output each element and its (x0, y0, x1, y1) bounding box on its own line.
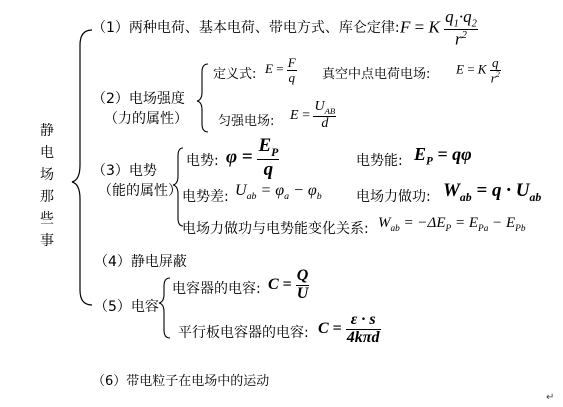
plate-formula: C = $\frac{\varepsilon \cdot s}{\text{4kπd}}$ (318, 311, 380, 346)
plate-fraction: $\frac{\varepsilon \cdot s}{\text{4kπd}}$ (346, 311, 380, 346)
work-formula: $W_{ab} = q \cdot U_{ab}$ (443, 180, 542, 204)
vertical-title (40, 120, 54, 252)
section-3-label: （3）电势 (92, 163, 157, 179)
section-6-label: （6）带电粒子在电场中的运动 (92, 374, 270, 389)
coulomb-lhs: F = K (400, 17, 440, 37)
def-fraction: $\frac{F}{q}$ (287, 55, 296, 85)
work-label: 电场力做功: (356, 189, 431, 205)
plate-label: 平行板电容器的电容: (178, 325, 309, 341)
point-fraction: $\frac{q}{r^2}$ (490, 55, 500, 85)
def-formula: E = $\frac{F}{q}$ (265, 55, 296, 85)
uniform-fraction: $\frac{U_{AB}}{d}$ (314, 99, 336, 131)
main-brace (72, 30, 92, 305)
section-3-sub: （能的属性） (98, 183, 182, 199)
brace-s5 (159, 278, 170, 338)
energy-formula: $E_P = q\varphi$ (414, 144, 472, 168)
title-char: 事 (40, 233, 54, 249)
brace-s2 (197, 64, 208, 132)
section-4-label: （4）静电屏蔽 (94, 254, 187, 270)
coulomb-num: $q_1\cdot q_2$ (445, 7, 477, 30)
section-5-label: （5）电容 (94, 299, 159, 315)
uniform-formula: E = $\frac{U_{AB}}{d}$ (290, 99, 336, 131)
cap-label: 电容器的电容: (172, 281, 261, 297)
title-char: 场 (40, 167, 54, 183)
section-2-label: （2）电场强度 (92, 91, 185, 107)
title-char: 静 (40, 123, 54, 139)
cap-fraction: $\frac{Q}{U}$ (296, 267, 309, 302)
coulomb-den: $r^2$ (455, 30, 467, 50)
diff-label: 电势差: (182, 189, 229, 205)
point-label: 真空中点电荷电场: (322, 67, 431, 82)
point-formula: E = K $\frac{q}{r^2}$ (456, 55, 500, 85)
uniform-label: 匀强电场: (218, 114, 275, 129)
section-1-label: （1）两种电荷、基本电荷、带电方式、库仑定律: (92, 20, 400, 36)
title-char: 些 (40, 211, 54, 227)
relation-label: 电场力做功与电势能变化关系: (182, 221, 369, 237)
def-label: 定义式: (213, 67, 257, 82)
title-char: 那 (40, 189, 54, 205)
coulomb-fraction (444, 8, 478, 49)
section-2-sub: （力的属性） (104, 111, 188, 127)
potential-formula: φ = $\frac{E_P}{q}$ (226, 135, 279, 181)
potential-fraction: $\frac{E_P}{q}$ (258, 135, 279, 181)
relation-formula: $W_{ab} = -\Delta E_P = E_{Pa} - E_{Pb}$ (378, 215, 526, 234)
potential-label: 电势: (186, 153, 219, 169)
energy-label: 电势能: (356, 153, 403, 169)
return-mark: ↵ (546, 392, 555, 403)
title-char: 电 (40, 145, 54, 161)
cap-formula: C = $\frac{Q}{U}$ (268, 267, 309, 302)
coulomb-formula (400, 8, 478, 49)
diff-formula: $U_{ab} = \varphi_a - \varphi_b$ (235, 182, 322, 203)
